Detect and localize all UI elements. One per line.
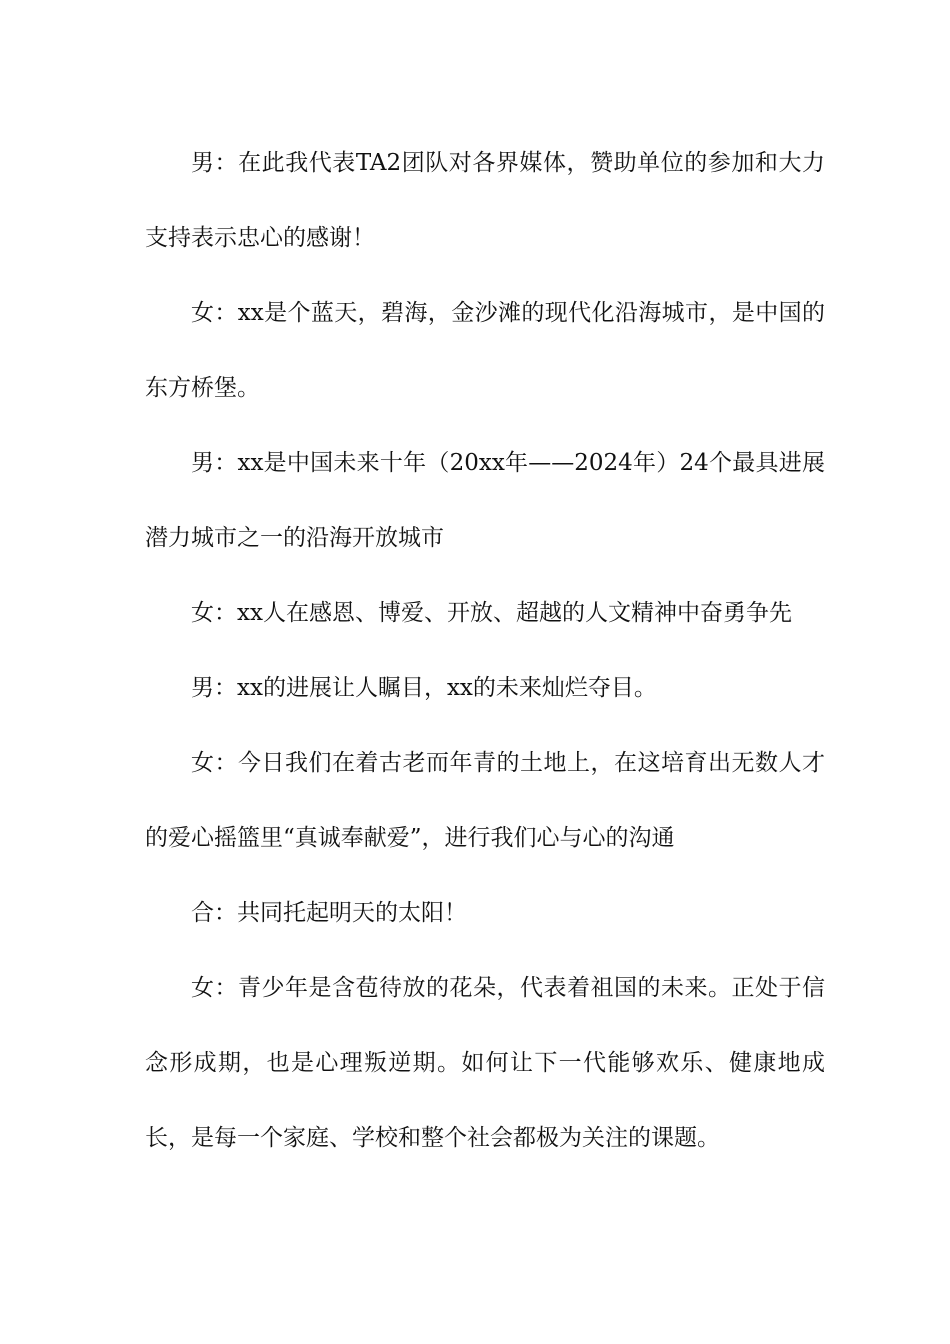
paragraph-together: 合：共同托起明天的太阳！ — [191, 900, 467, 926]
paragraph-female-today: 女：今日我们在着古老而年青的土地上，在这培育出无数人才的爱心摇篮里“真诚奉献爱”，进行我们心与心的沟通 — [145, 750, 825, 851]
script-text — [145, 126, 825, 1176]
paragraph-male-thanks: 男：在此我代表TA2团队对各界媒体，赞助单位的参加和大力支持表示忠心的感谢！ — [145, 150, 825, 251]
paragraph-female-spirit: 女：xx人在感恩、博爱、开放、超越的人文精神中奋勇争先 — [191, 600, 792, 626]
paragraph-male-city-potential: 男：xx是中国未来十年（20xx年——2024年）24个最具进展潜力城市之一的沿海开放城市 — [145, 450, 825, 551]
paragraph-female-youth: 女：青少年是含苞待放的花朵，代表着祖国的未来。正处于信念形成期，也是心理叛逆期。如何让下一代能够欢乐、健康地成长，是每一个家庭、学校和整个社会都极为关注的课题。 — [145, 975, 825, 1151]
paragraph-male-development: 男：xx的进展让人瞩目，xx的未来灿烂夺目。 — [191, 675, 657, 701]
paragraph-female-city-intro: 女：xx是个蓝天，碧海，金沙滩的现代化沿海城市，是中国的东方桥堡。 — [145, 300, 825, 401]
